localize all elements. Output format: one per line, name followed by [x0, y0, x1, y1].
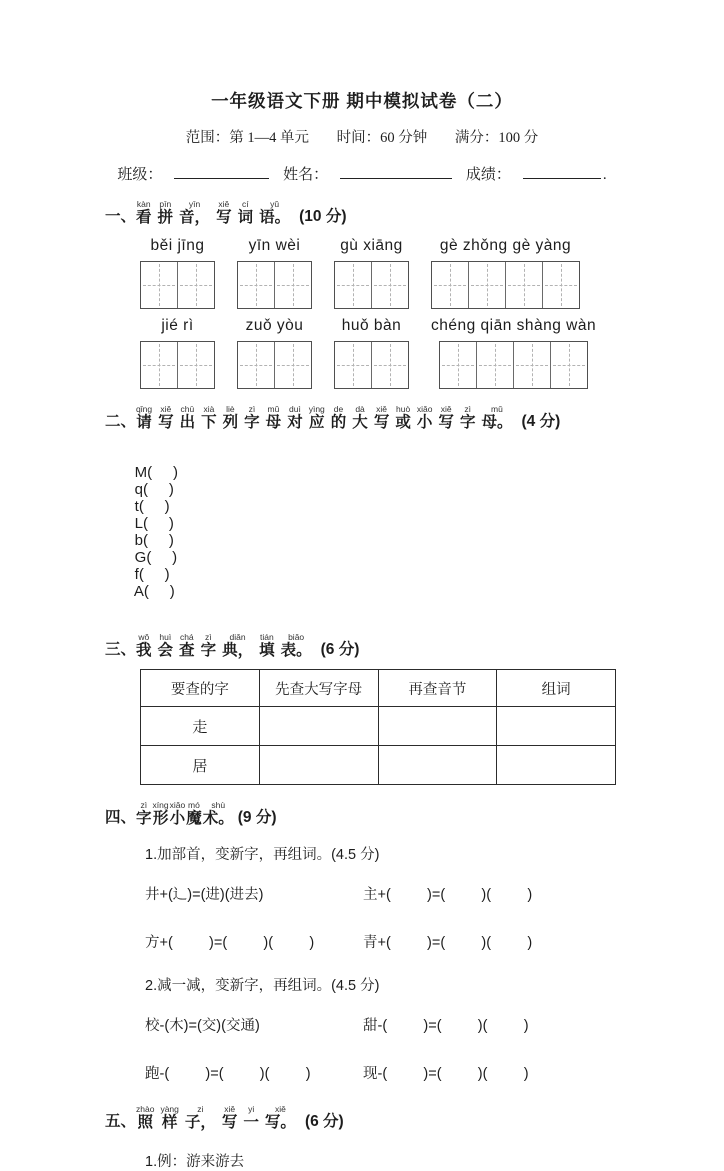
sub-question-title: 2.减一减，变新字，再组词。(4.5 分)	[145, 978, 380, 994]
writing-grid	[140, 261, 215, 309]
section1-heading	[105, 200, 724, 227]
pinyin-label: chéng qiān shàng wàn	[431, 317, 597, 334]
writing-grid	[334, 341, 409, 389]
section-number: 二、	[105, 413, 137, 430]
add-radical-exercise	[145, 883, 724, 952]
table-cell	[497, 746, 616, 785]
section2-heading	[105, 405, 724, 432]
answer-paren: ( )	[143, 481, 174, 498]
section3-heading	[105, 633, 724, 660]
word-group	[431, 317, 596, 389]
name-blank	[340, 165, 452, 179]
section2-ruby-title: 请qǐng写xiě出chū下xià列liè字zì母mǔ对duì应yìng的de大dà写xiě或huò小xiǎo写xiě字zì母。mǔ	[136, 404, 513, 431]
section-score: (10 分)	[299, 208, 347, 225]
pinyin-label: zuǒ yòu	[245, 317, 304, 334]
character-exercise-item: 跑-( )=( )( )	[145, 1066, 311, 1082]
pinyin-grid-row-1	[140, 237, 724, 309]
grid-cell	[177, 262, 214, 308]
page-title: 一年级语文下册 期中模拟试卷（二）	[211, 91, 513, 111]
letter-item: q( )	[134, 481, 174, 498]
character-exercise-item: 主+( )=( )( )	[363, 887, 533, 903]
answer-paren: ( )	[143, 583, 175, 600]
section-score: (6 分)	[304, 1113, 344, 1130]
grid-cell	[440, 342, 476, 388]
character-exercise-item: 青+( )=( )( )	[363, 935, 533, 951]
pinyin-label: běi jīng	[150, 237, 205, 254]
grid-cell	[141, 262, 177, 308]
answer-paren: ( )	[147, 464, 178, 481]
section-number: 五、	[105, 1113, 137, 1130]
score-blank	[523, 165, 601, 179]
period: .	[602, 167, 607, 183]
exam-range: 范围：第 1—4 单元	[185, 130, 309, 146]
class-blank	[174, 165, 269, 179]
word-group	[237, 237, 312, 309]
grid-cell	[238, 262, 274, 308]
grid-cell	[371, 342, 408, 388]
grid-cell	[513, 342, 550, 388]
table-header-row	[141, 670, 616, 707]
table-cell	[378, 746, 497, 785]
word-group	[237, 317, 312, 389]
grid-cell	[335, 342, 371, 388]
pinyin-grid-row-2	[140, 317, 724, 389]
table-header-cell: 先查大写字母	[259, 670, 378, 707]
character-exercise-item: 校-(木)=(交)(交通)	[145, 1018, 260, 1034]
character-exercise-item: 方+( )=( )( )	[145, 935, 315, 951]
grid-cell	[476, 342, 513, 388]
grid-cell	[505, 262, 542, 308]
student-fields	[0, 163, 724, 184]
word-group	[140, 237, 215, 309]
example-line: 1.例：游来游去	[145, 1154, 245, 1170]
section5-heading	[105, 1105, 724, 1132]
answer-paren: ( )	[138, 498, 170, 515]
pinyin-label: huǒ bàn	[341, 317, 402, 334]
letter-item: A( )	[133, 583, 175, 600]
pinyin-label: gè zhǒng gè yàng	[439, 237, 572, 254]
writing-grid	[431, 261, 580, 309]
exam-full-score: 满分：100 分	[454, 130, 539, 146]
grid-cell	[141, 342, 177, 388]
table-cell	[497, 707, 616, 746]
grid-cell	[432, 262, 468, 308]
pinyin-label: gù xiāng	[340, 237, 403, 254]
table-header-cell: 再查音节	[378, 670, 497, 707]
word-group	[431, 237, 580, 309]
grid-cell	[238, 342, 274, 388]
section-score: (6 分)	[320, 641, 360, 658]
section3-ruby-title: 我wǒ会huì查chá字zì典，diǎn填tián表。biǎo	[136, 632, 312, 659]
section-score: (4 分)	[521, 413, 561, 430]
answer-paren: ( )	[143, 532, 174, 549]
class-label: 班级：	[117, 167, 163, 183]
character-exercise-item: 现-( )=( )( )	[363, 1066, 529, 1082]
pinyin-label: yīn wèi	[248, 237, 301, 254]
answer-paren: ( )	[143, 515, 174, 532]
grid-cell	[335, 262, 371, 308]
section-score: (9 分)	[237, 809, 277, 826]
pinyin-label: jié rì	[161, 317, 194, 334]
table-cell-char: 居	[141, 746, 260, 785]
table-cell	[259, 746, 378, 785]
character-exercise-item: 甜-( )=( )( )	[363, 1018, 529, 1034]
table-row	[141, 746, 616, 785]
letter-item: f( )	[134, 566, 170, 583]
grid-cell	[274, 342, 311, 388]
writing-grid	[439, 341, 588, 389]
table-row	[141, 707, 616, 746]
letter-item: G( )	[134, 549, 178, 566]
section4-heading	[105, 801, 724, 828]
letter-item: b( )	[134, 532, 174, 549]
writing-grid	[140, 341, 215, 389]
letter-item: L( )	[134, 515, 174, 532]
remove-radical-exercise	[145, 1014, 724, 1083]
section1-ruby-title: 看kàn拼pīn音，yīn写xiě词cí语。yǔ	[136, 199, 291, 226]
word-group	[140, 317, 215, 389]
table-cell	[259, 707, 378, 746]
exam-time: 时间：60 分钟	[336, 130, 428, 146]
writing-grid	[334, 261, 409, 309]
section4-ruby-title: 字zì形xíng小xiǎo魔mó术。shù	[136, 800, 234, 827]
grid-cell	[468, 262, 505, 308]
exam-info	[0, 126, 724, 147]
table-header-cell: 组词	[497, 670, 616, 707]
letter-exercise-line	[118, 447, 724, 617]
table-cell-char: 走	[141, 707, 260, 746]
score-label: 成绩：	[465, 167, 511, 183]
answer-paren: ( )	[146, 549, 178, 566]
grid-cell	[550, 342, 587, 388]
dictionary-table	[140, 669, 616, 785]
sub-question-title: 1.加部首，变新字，再组词。(4.5 分)	[145, 847, 380, 863]
grid-cell	[371, 262, 408, 308]
section-number: 一、	[105, 208, 137, 225]
word-group	[334, 237, 409, 309]
section-number: 四、	[105, 809, 137, 826]
section-number: 三、	[105, 641, 137, 658]
name-label: 姓名：	[283, 167, 329, 183]
writing-grid	[237, 261, 312, 309]
table-header-cell: 要查的字	[141, 670, 260, 707]
word-group	[334, 317, 409, 389]
letter-item: t( )	[134, 498, 170, 515]
grid-cell	[177, 342, 214, 388]
table-cell	[378, 707, 497, 746]
writing-grid	[237, 341, 312, 389]
grid-cell	[542, 262, 579, 308]
section5-ruby-title: 照zhào样yàng子，zi写xiě一yi写。xiě	[136, 1104, 296, 1131]
grid-cell	[274, 262, 311, 308]
answer-paren: ( )	[138, 566, 170, 583]
character-exercise-item: 井+(辶)=(进)(进去)	[145, 887, 264, 903]
letter-item: M( )	[134, 464, 178, 481]
